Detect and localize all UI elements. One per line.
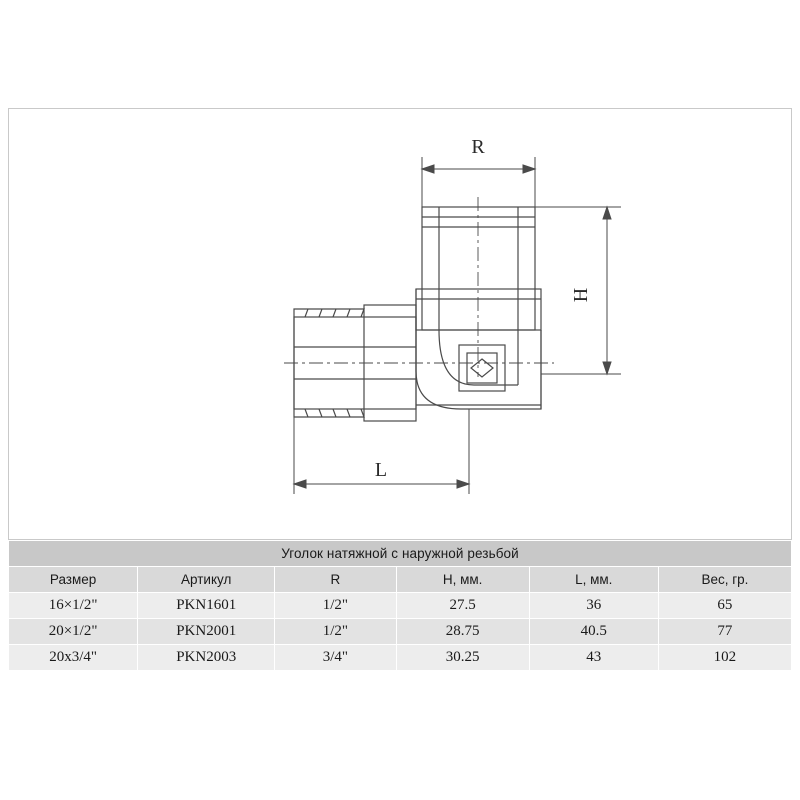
cell-l: 43 — [529, 645, 658, 671]
cell-size: 20×1/2" — [9, 619, 138, 645]
cell-weight: 65 — [658, 593, 791, 619]
technical-drawing — [9, 109, 791, 539]
table-row — [9, 619, 792, 645]
dimension-r — [422, 157, 535, 207]
spec-table — [8, 540, 792, 671]
cell-r: 3/4" — [275, 645, 396, 671]
table-row — [9, 645, 792, 671]
cell-l: 40.5 — [529, 619, 658, 645]
column-header-r: R — [275, 567, 396, 593]
cell-weight: 77 — [658, 619, 791, 645]
dimension-label-h: H — [570, 287, 592, 303]
cell-h: 30.25 — [396, 645, 529, 671]
cell-weight: 102 — [658, 645, 791, 671]
dimension-label-l: L — [374, 459, 388, 481]
drawing-panel — [8, 108, 792, 540]
column-header-article: Артикул — [138, 567, 275, 593]
diamond-mark — [471, 359, 493, 377]
cell-l: 36 — [529, 593, 658, 619]
cell-article: PKN2001 — [138, 619, 275, 645]
table-header-row — [9, 567, 792, 593]
cell-size: 20x3/4" — [9, 645, 138, 671]
center-lines — [284, 197, 554, 377]
table-title: Уголок натяжной с наружной резьбой — [9, 541, 792, 567]
dimension-label-r: R — [471, 136, 485, 158]
column-header-l: L, мм. — [529, 567, 658, 593]
cell-size: 16×1/2" — [9, 593, 138, 619]
cell-r: 1/2" — [275, 619, 396, 645]
dimension-l — [294, 409, 469, 494]
cell-h: 28.75 — [396, 619, 529, 645]
column-header-weight: Вес, гр. — [658, 567, 791, 593]
cell-article: PKN1601 — [138, 593, 275, 619]
column-header-h: H, мм. — [396, 567, 529, 593]
cell-r: 1/2" — [275, 593, 396, 619]
cell-h: 27.5 — [396, 593, 529, 619]
table-row — [9, 593, 792, 619]
column-header-size: Размер — [9, 567, 138, 593]
cell-article: PKN2003 — [138, 645, 275, 671]
collar — [416, 289, 541, 330]
table-title-row — [9, 541, 792, 567]
